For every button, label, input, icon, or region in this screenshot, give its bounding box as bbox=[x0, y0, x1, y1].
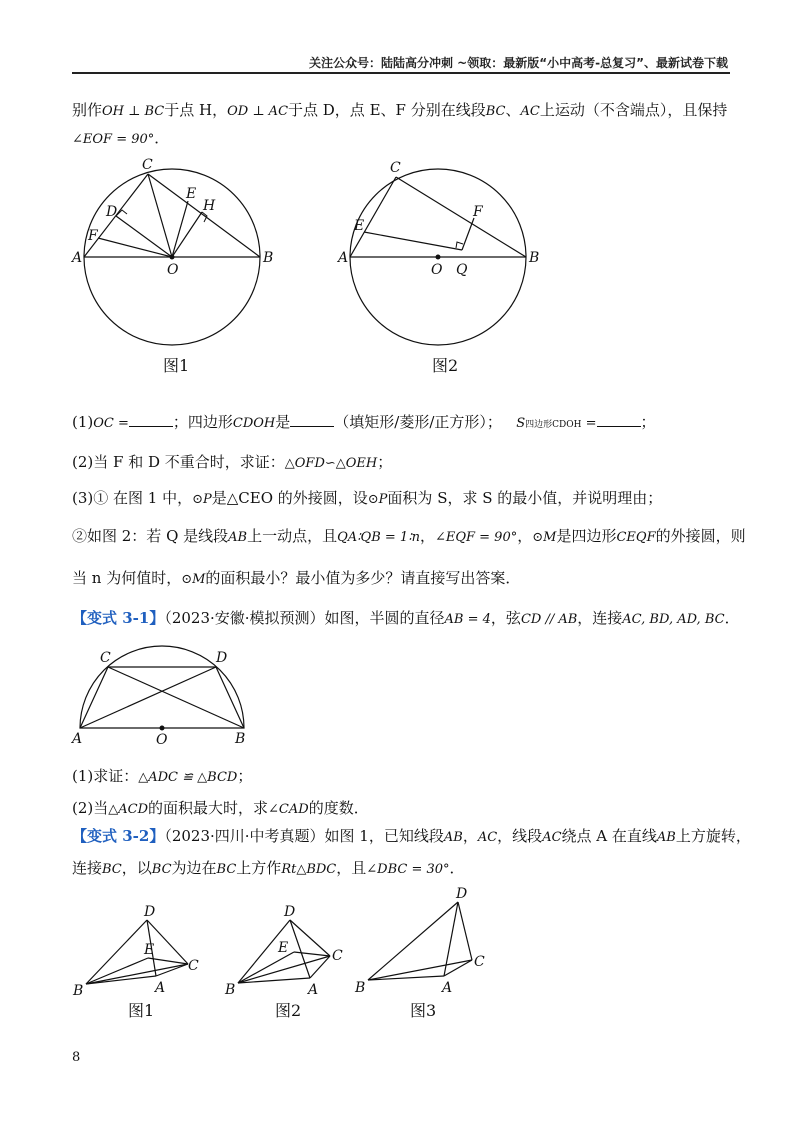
text: （2023·四川·中考真题）如图 1，已知线段 bbox=[164, 827, 444, 845]
segment-ba bbox=[238, 978, 310, 983]
variant-tag: 【变式 3-2】 bbox=[72, 827, 165, 845]
segment-bc bbox=[148, 174, 260, 257]
center-dot bbox=[436, 255, 441, 260]
right-angle-q bbox=[456, 242, 463, 248]
math-s-subscript: 四边形CDOH bbox=[525, 420, 582, 430]
segment-bc bbox=[86, 964, 188, 984]
text: ②如图 2：若 Q 是线段 bbox=[72, 527, 229, 545]
text: 上方旋转， bbox=[675, 827, 751, 845]
text: 连接 bbox=[72, 859, 103, 877]
text: （2023·安徽·模拟预测）如图，半圆的直径 bbox=[164, 609, 445, 627]
math-circle-p: ⊙P bbox=[192, 492, 212, 507]
text: 于点 D，点 E、F 分别在线段 bbox=[288, 101, 486, 119]
segment-be bbox=[238, 952, 294, 983]
segment-ad bbox=[80, 667, 216, 728]
segment-fq bbox=[462, 218, 474, 250]
label-a: A bbox=[308, 982, 319, 998]
text: ； bbox=[640, 413, 656, 431]
page-header: 关注公众号：陆陆高分冲刺 ~领取：最新版“小中高考-总复习”、最新试卷下载 bbox=[309, 56, 728, 70]
text: (2)当 bbox=[72, 799, 109, 817]
segment-of bbox=[98, 238, 172, 257]
math-s: S bbox=[516, 416, 526, 431]
question-2 bbox=[72, 452, 392, 474]
text: ，线段 bbox=[497, 827, 543, 845]
label-d: D bbox=[216, 650, 228, 666]
answer-blank[interactable] bbox=[129, 412, 173, 427]
figure-3-2-1-caption: 图1 bbox=[128, 1001, 155, 1020]
label-o: O bbox=[156, 732, 168, 745]
text: 是四边形 bbox=[556, 527, 617, 545]
intro-line-1 bbox=[72, 100, 727, 122]
label-b: B bbox=[355, 980, 366, 996]
center-dot bbox=[160, 726, 165, 731]
math-angle-eof: ∠EOF = 90° bbox=[72, 132, 155, 147]
label-o: O bbox=[167, 262, 179, 278]
label-e: E bbox=[186, 186, 197, 202]
math-angle-dbc: ∠DBC = 30° bbox=[366, 862, 450, 877]
math-oh-perp-bc: OH ⊥ BC bbox=[102, 104, 165, 119]
math-circle-p: ⊙P bbox=[367, 492, 388, 507]
figure-3-2-3 bbox=[352, 880, 502, 1000]
math-similar: △OFD∽△OEH bbox=[284, 456, 378, 471]
text: ； bbox=[237, 767, 253, 785]
text: 是 bbox=[275, 413, 291, 431]
label-d: D bbox=[144, 904, 156, 920]
figure-2-caption: 图2 bbox=[432, 356, 459, 375]
math-ab-4: AB = 4 bbox=[444, 612, 491, 627]
text: ，且 bbox=[336, 859, 367, 877]
text: ，弦 bbox=[490, 609, 521, 627]
text: (1) bbox=[72, 413, 94, 431]
math-cdoh: CDOH bbox=[232, 416, 276, 431]
math-angle-cad: ∠CAD bbox=[268, 802, 309, 817]
figure-3-2-2-caption: 图2 bbox=[275, 1001, 302, 1020]
segment-bc bbox=[396, 177, 526, 257]
text: 、 bbox=[505, 101, 521, 119]
label-a: A bbox=[72, 250, 83, 266]
label-c: C bbox=[474, 954, 485, 970]
text: ， bbox=[419, 527, 435, 545]
math-ac: AC bbox=[520, 104, 540, 119]
text: 的面积最小？最小值为多少？请直接写出答案． bbox=[205, 569, 521, 587]
label-a: A bbox=[72, 731, 83, 745]
text: 上运动（不含端点），且保持 bbox=[539, 101, 728, 119]
text: ． bbox=[724, 609, 740, 627]
text: 面积为 S，求 S 的最小值，并说明理由； bbox=[387, 489, 663, 507]
math-bc: BC bbox=[216, 862, 237, 877]
variant-3-1-q1 bbox=[72, 766, 252, 788]
label-a: A bbox=[442, 980, 453, 996]
label-d: D bbox=[106, 204, 118, 220]
figure-1-circle bbox=[70, 150, 300, 380]
question-3-part-2 bbox=[72, 526, 746, 548]
segment-bd bbox=[368, 902, 458, 980]
math-ab: AB bbox=[443, 830, 463, 845]
segment-ac bbox=[350, 177, 396, 257]
text: ； bbox=[377, 453, 393, 471]
text: 上一动点，且 bbox=[247, 527, 338, 545]
label-d: D bbox=[456, 886, 468, 902]
text: ，连接 bbox=[577, 609, 623, 627]
text: 是△CEO 的外接圆，设 bbox=[211, 489, 368, 507]
figure-semicircle bbox=[70, 645, 260, 745]
label-c: C bbox=[100, 650, 111, 666]
label-c: C bbox=[188, 958, 199, 974]
label-d: D bbox=[284, 904, 296, 920]
header-rule bbox=[72, 72, 730, 74]
variant-tag: 【变式 3-1】 bbox=[72, 609, 165, 627]
segment-bd bbox=[216, 667, 244, 728]
segment-dc bbox=[458, 902, 472, 960]
math-ab: AB bbox=[228, 530, 248, 545]
text: 的面积最大时，求 bbox=[148, 799, 269, 817]
math-circle-m: ⊙M bbox=[532, 530, 557, 545]
text: ，以 bbox=[121, 859, 152, 877]
label-c: C bbox=[332, 948, 343, 964]
label-a: A bbox=[338, 250, 349, 266]
variant-3-1-q2 bbox=[72, 798, 369, 820]
math-od-perp-ac: OD ⊥ AC bbox=[227, 104, 289, 119]
text: 别作 bbox=[72, 101, 103, 119]
text: 绕点 A 在直线 bbox=[561, 827, 657, 845]
label-c: C bbox=[390, 160, 401, 176]
segment-ac bbox=[156, 964, 188, 976]
text: ． bbox=[154, 129, 170, 147]
figure-2-circle bbox=[330, 150, 560, 380]
label-e: E bbox=[144, 942, 155, 958]
label-b: B bbox=[73, 983, 84, 999]
segment-od bbox=[116, 216, 172, 257]
label-f: F bbox=[88, 228, 98, 244]
label-b: B bbox=[235, 731, 246, 745]
figure-3-2-3-caption: 图3 bbox=[410, 1001, 437, 1020]
text: ． bbox=[449, 859, 465, 877]
label-e: E bbox=[278, 940, 289, 956]
math-bc: BC bbox=[485, 104, 506, 119]
math-angle-eqf: ∠EQF = 90° bbox=[434, 530, 518, 545]
math-ratio: QA∶QB = 1∶n bbox=[337, 530, 420, 545]
segment-oh bbox=[172, 212, 202, 257]
text: ；四边形 bbox=[172, 413, 233, 431]
segment-ac bbox=[80, 667, 108, 728]
text: (2)当 F 和 D 不重合时，求证： bbox=[72, 453, 285, 471]
math-ab: AB bbox=[656, 830, 676, 845]
text: 当 n 为何值时， bbox=[72, 569, 182, 587]
segment-eq bbox=[364, 232, 462, 250]
math-triangle-acd: △ACD bbox=[108, 802, 149, 817]
question-3-part-3 bbox=[72, 568, 520, 590]
label-b: B bbox=[263, 250, 274, 266]
text: （填矩形/菱形/正方形）； bbox=[334, 413, 502, 431]
label-q: Q bbox=[456, 262, 468, 278]
label-b: B bbox=[529, 250, 540, 266]
math-eq: = bbox=[581, 416, 597, 431]
math-ac: AC bbox=[477, 830, 498, 845]
segment-oe bbox=[172, 201, 188, 257]
math-bc: BC bbox=[151, 862, 172, 877]
question-1 bbox=[72, 412, 656, 435]
math-ceqf: CEQF bbox=[616, 530, 656, 545]
label-b: B bbox=[225, 982, 236, 998]
math-cd-parallel-ab: CD // AB bbox=[520, 612, 578, 627]
label-h: H bbox=[203, 198, 216, 214]
math-rt-triangle: Rt△BDC bbox=[281, 862, 337, 877]
label-o: O bbox=[431, 262, 443, 278]
answer-blank[interactable] bbox=[597, 412, 641, 427]
math-oc: OC = bbox=[93, 416, 129, 431]
figure-1-caption: 图1 bbox=[163, 356, 190, 375]
text: (3)① 在图 1 中， bbox=[72, 489, 193, 507]
text: 的度数． bbox=[308, 799, 369, 817]
variant-3-2-statement bbox=[72, 826, 751, 848]
math-bc: BC bbox=[102, 862, 122, 877]
label-a: A bbox=[155, 980, 166, 996]
answer-blank[interactable] bbox=[290, 412, 334, 427]
math-congruent: △ADC ≌ △BCD bbox=[138, 770, 238, 785]
label-f: F bbox=[473, 204, 483, 220]
center-dot bbox=[170, 255, 175, 260]
label-e: E bbox=[354, 218, 365, 234]
text: 为边在 bbox=[171, 859, 217, 877]
variant-3-2-line-2 bbox=[72, 858, 465, 880]
label-c: C bbox=[142, 157, 153, 173]
intro-line-2 bbox=[72, 128, 169, 150]
text: 上方作 bbox=[236, 859, 282, 877]
page-number: 8 bbox=[72, 1050, 81, 1065]
segment-ec bbox=[294, 952, 330, 956]
variant-3-1-statement bbox=[72, 608, 740, 630]
segment-bc bbox=[108, 667, 244, 728]
segment-co bbox=[148, 174, 172, 257]
question-3-part-1 bbox=[72, 488, 662, 510]
math-ac: AC bbox=[542, 830, 562, 845]
text: 于点 H， bbox=[164, 101, 228, 119]
text: ， bbox=[517, 527, 533, 545]
figure-3-2-1 bbox=[70, 900, 210, 1000]
math-circle-m: ⊙M bbox=[181, 572, 206, 587]
segment-bc bbox=[238, 956, 330, 983]
text: (1)求证： bbox=[72, 767, 139, 785]
text: 的外接圆，则 bbox=[655, 527, 746, 545]
figure-3-2-2 bbox=[222, 900, 352, 1000]
math-segments: AC, BD, AD, BC bbox=[622, 612, 725, 627]
text: ， bbox=[462, 827, 478, 845]
